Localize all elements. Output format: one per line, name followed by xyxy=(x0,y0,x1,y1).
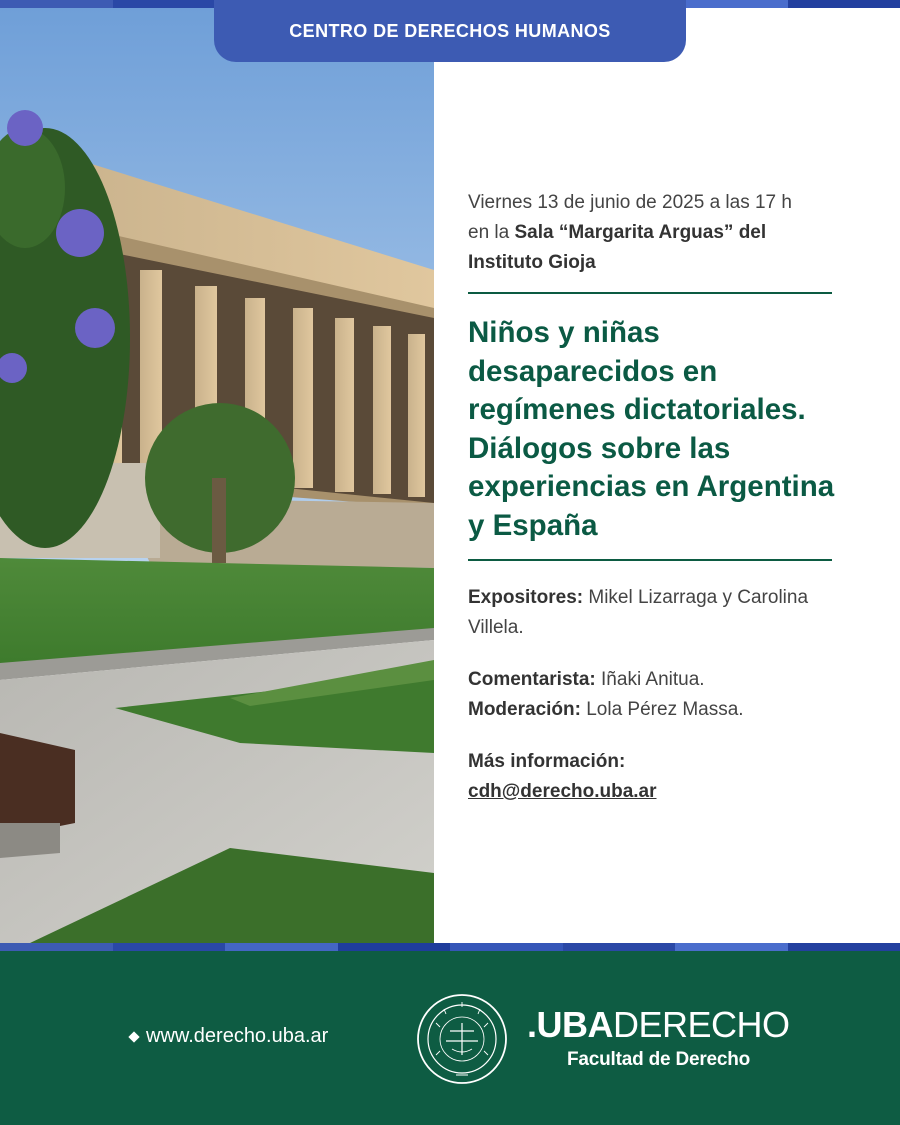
venue-prefix: en la xyxy=(468,222,515,243)
contact-email-link[interactable]: cdh@derecho.uba.ar xyxy=(468,781,657,802)
divider-top xyxy=(468,292,832,294)
bottom-color-stripe xyxy=(0,943,900,951)
contact-label: Más información: xyxy=(468,751,626,772)
comentarista-moderacion xyxy=(468,665,838,725)
header-title: CENTRO DE DERECHOS HUMANOS xyxy=(214,0,686,62)
contact-info xyxy=(468,747,838,807)
divider-bottom xyxy=(468,559,832,561)
comentarista-value: Iñaki Anitua. xyxy=(595,669,705,690)
brand-bold: .UBA xyxy=(527,1004,613,1045)
event-date-venue xyxy=(468,188,838,278)
uba-derecho-logo xyxy=(527,1005,790,1071)
expositores-label: Expositores: xyxy=(468,587,584,608)
footer xyxy=(0,951,900,1125)
moderacion-value: Lola Pérez Massa. xyxy=(580,699,744,720)
event-title: Niños y niñas desaparecidos en regímenes dictatoriales. Diálogos sobre las experiencias en Argentina y España xyxy=(468,316,835,542)
expositores xyxy=(468,583,838,643)
website-text: www.derecho.uba.ar xyxy=(146,1025,329,1047)
event-venue: Sala “Margarita Arguas” del Instituto Gioja xyxy=(468,222,767,273)
brand-subtitle: Facultad de Derecho xyxy=(567,1049,751,1070)
event-date: Viernes 13 de junio de 2025 a las 17 h xyxy=(468,192,792,213)
website-link[interactable] xyxy=(130,1025,328,1048)
expositores-value: Mikel Lizarraga y Carolina Villela. xyxy=(468,587,809,638)
moderacion-label: Moderación: xyxy=(468,699,581,720)
brand-light: DERECHO xyxy=(613,1004,790,1045)
university-seal-icon xyxy=(416,993,508,1085)
building-photo xyxy=(0,8,434,943)
diamond-bullet-icon xyxy=(128,1031,139,1042)
event-details xyxy=(468,188,838,807)
comentarista-label: Comentarista: xyxy=(468,669,596,690)
